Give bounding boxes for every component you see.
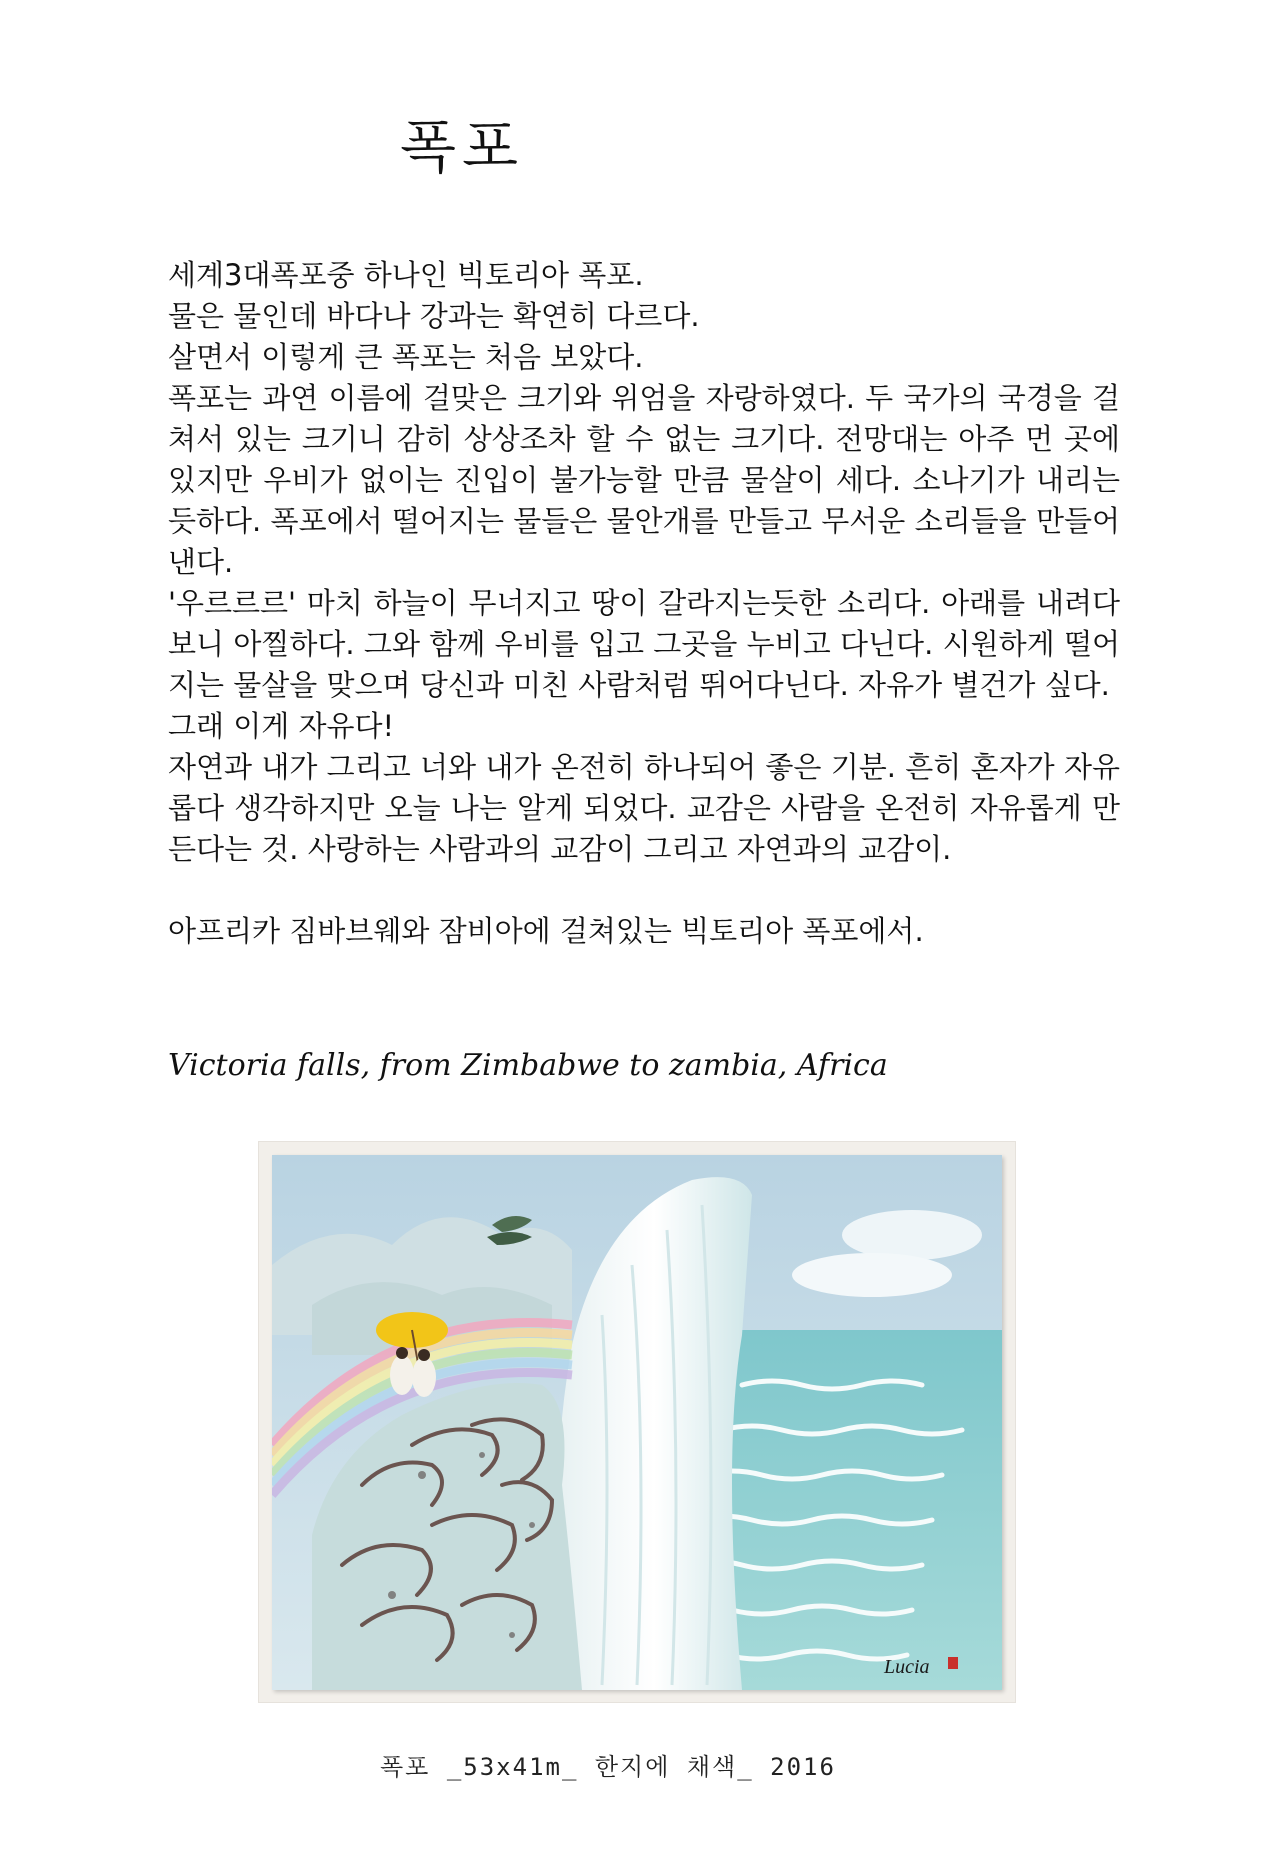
- essay-paragraph: 살면서 이렇게 큰 폭포는 처음 보았다.: [168, 340, 644, 374]
- location-korean: 아프리카 짐바브웨와 잠비아에 걸쳐있는 빅토리아 폭포에서.: [168, 914, 924, 948]
- essay-paragraph: 그래 이게 자유다!: [168, 709, 395, 743]
- painting-signature: Lucia: [884, 1656, 930, 1678]
- essay-paragraph: 자연과 내가 그리고 너와 내가 온전히 하나되어 좋은 기분. 흔히 혼자가 자유롭다 생각하지만 오늘 나는 알게 되었다. 교감은 사람을 온전히 자유롭게 만든다는 것. 사랑하는 사람과의 교감이 그리고 자연과의 교감이.: [168, 750, 1120, 866]
- essay-body: [168, 255, 1120, 952]
- page-title: 폭포: [400, 113, 525, 181]
- essay-paragraph: 물은 물인데 바다나 강과는 확연히 다르다.: [168, 299, 700, 333]
- painting-frame: [258, 1141, 1016, 1703]
- essay-paragraph: 폭포는 과연 이름에 걸맞은 크기와 위엄을 자랑하였다. 두 국가의 국경을 걸쳐서 있는 크기니 감히 상상조차 할 수 없는 크기다. 전망대는 아주 먼 곳에 있지만 우비가 없이는 진입이 불가능할 만큼 물살이 세다. 소나기가 내리는듯하다. 폭포에서 떨어지는 물들은 물안개를 만들고 무서운 소리들을 만들어낸다.: [168, 381, 1120, 579]
- seal-stamp: [948, 1657, 958, 1669]
- painting-caption: 폭포 _53x41m_ 한지에 채색_ 2016: [380, 1753, 836, 1781]
- waterfall-painting: [272, 1155, 1002, 1690]
- essay-paragraph: 세계3대폭포중 하나인 빅토리아 폭포.: [168, 258, 644, 292]
- essay-paragraph: '우르르르' 마치 하늘이 무너지고 땅이 갈라지는듯한 소리다. 아래를 내려다보니 아찔하다. 그와 함께 우비를 입고 그곳을 누비고 다닌다. 시원하게 떨어지는 물살을 맞으며 당신과 미친 사람처럼 뛰어다닌다. 자유가 별건가 싶다.: [168, 586, 1120, 702]
- location-english: Victoria falls, from Zimbabwe to zambia, Africa: [168, 1048, 888, 1083]
